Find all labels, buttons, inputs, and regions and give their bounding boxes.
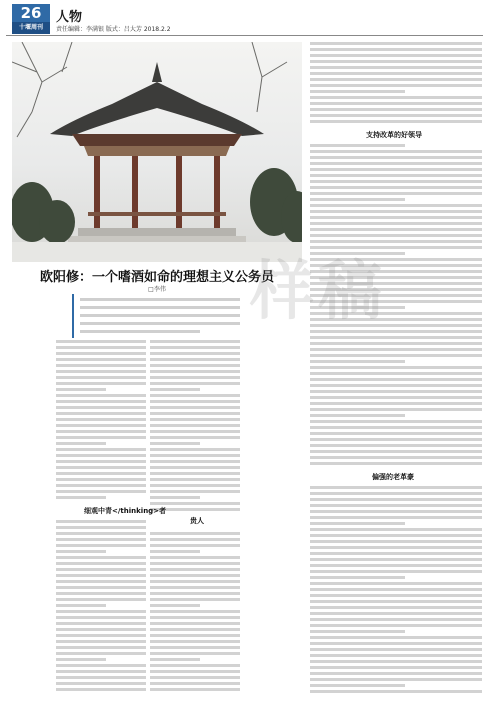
text-line — [310, 570, 482, 573]
text-line — [150, 688, 240, 691]
text-line — [150, 622, 240, 625]
text-line — [310, 354, 482, 357]
text-line — [56, 544, 146, 547]
text-line — [56, 598, 146, 601]
text-line — [310, 402, 482, 405]
text-line — [310, 516, 482, 519]
text-line — [310, 342, 482, 345]
article-lead — [72, 294, 244, 338]
pavilion-illustration — [12, 42, 302, 262]
text-line — [56, 532, 146, 535]
watermark: 样稿 — [250, 255, 386, 329]
text-line — [56, 652, 146, 655]
text-line — [310, 396, 482, 399]
text-line — [310, 672, 482, 675]
text-line — [56, 418, 146, 421]
text-line — [310, 108, 482, 111]
text-line — [150, 382, 240, 385]
text-line — [150, 586, 240, 589]
text-line — [56, 454, 146, 457]
text-line — [150, 580, 240, 583]
text-line — [150, 496, 200, 499]
roof-finial — [152, 62, 162, 82]
text-line — [310, 498, 482, 501]
text-line — [310, 72, 482, 75]
pavilion-roof — [50, 82, 264, 136]
text-line — [56, 346, 146, 349]
text-line — [150, 472, 240, 475]
text-line — [310, 360, 405, 363]
text-line — [150, 376, 240, 379]
section-title: 人物 — [56, 10, 83, 25]
text-line — [150, 532, 240, 535]
text-line — [310, 528, 482, 531]
text-line — [310, 690, 482, 693]
text-line — [310, 366, 482, 369]
text-line — [310, 534, 482, 537]
header-rule — [6, 35, 483, 36]
text-line — [310, 636, 482, 639]
text-line — [56, 358, 146, 361]
text-line — [150, 394, 240, 397]
text-line — [56, 520, 146, 523]
text-line — [56, 568, 146, 571]
text-line — [150, 466, 240, 469]
text-line — [56, 574, 146, 577]
text-line — [56, 490, 146, 493]
text-line — [310, 432, 482, 435]
text-line — [310, 78, 482, 81]
text-line — [310, 588, 482, 591]
text-line — [56, 430, 146, 433]
text-line — [56, 622, 146, 625]
text-line — [150, 628, 240, 631]
text-line — [150, 646, 240, 649]
text-line — [150, 556, 240, 559]
text-line — [310, 114, 482, 117]
text-line — [56, 496, 106, 499]
lead-line — [80, 330, 200, 333]
text-line — [310, 54, 482, 57]
text-line — [56, 394, 146, 397]
text-line — [150, 436, 240, 439]
text-line — [56, 340, 146, 343]
subhead-3: 支持改革的好领导 — [366, 131, 422, 139]
text-line — [56, 352, 146, 355]
text-line — [56, 400, 146, 403]
text-line — [310, 462, 482, 465]
text-line — [56, 682, 146, 685]
text-line — [310, 210, 482, 213]
text-line — [310, 456, 482, 459]
text-line — [310, 198, 405, 201]
text-line — [56, 586, 146, 589]
text-line — [310, 648, 482, 651]
editor-credits: 责任编辑：李满银 版式：吕大芳 2018.2.2 — [56, 26, 171, 33]
pavilion-photo — [12, 42, 302, 262]
text-line — [56, 442, 106, 445]
text-line — [310, 576, 405, 579]
text-line — [56, 556, 146, 559]
text-line — [150, 670, 240, 673]
text-line — [310, 96, 482, 99]
text-line — [310, 120, 482, 123]
text-line — [310, 216, 482, 219]
page-label: 十堰周刊 — [12, 22, 50, 34]
text-line — [310, 444, 482, 447]
text-line — [310, 600, 482, 603]
text-line — [310, 384, 482, 387]
text-line — [56, 676, 146, 679]
text-line — [56, 640, 146, 643]
text-line — [56, 406, 146, 409]
text-line — [56, 376, 146, 379]
text-line — [56, 538, 146, 541]
text-line — [150, 412, 240, 415]
text-line — [310, 606, 482, 609]
article-author: □李伟 — [148, 286, 166, 293]
pavilion-base — [78, 228, 236, 236]
text-line — [150, 592, 240, 595]
text-line — [150, 358, 240, 361]
text-line — [310, 204, 482, 207]
text-line — [56, 550, 106, 553]
text-line — [56, 592, 146, 595]
text-line — [310, 624, 482, 627]
text-line — [56, 424, 146, 427]
text-line — [310, 630, 405, 633]
pavilion-steps — [68, 236, 246, 242]
text-line — [56, 478, 146, 481]
body-column-left — [56, 340, 146, 695]
roof-eave — [72, 134, 242, 146]
text-line — [310, 42, 482, 45]
text-line — [56, 448, 146, 451]
text-line — [310, 66, 482, 69]
text-line — [310, 450, 482, 453]
text-line — [310, 102, 482, 105]
text-line — [310, 186, 482, 189]
text-line — [150, 454, 240, 457]
text-line — [150, 502, 240, 505]
text-line — [56, 370, 146, 373]
text-line — [56, 412, 146, 415]
text-line — [150, 388, 200, 391]
subhead-2: 贵人 — [190, 517, 204, 525]
lead-line — [80, 322, 240, 325]
lead-line — [80, 314, 240, 317]
text-line — [56, 364, 146, 367]
text-line — [310, 414, 405, 417]
text-line — [310, 558, 482, 561]
text-line — [56, 646, 146, 649]
text-line — [310, 168, 482, 171]
text-line — [150, 550, 200, 553]
text-line — [310, 390, 482, 393]
text-line — [150, 562, 240, 565]
text-line — [56, 466, 146, 469]
text-line — [310, 222, 482, 225]
text-line — [150, 652, 240, 655]
text-line — [310, 504, 482, 507]
text-line — [150, 418, 240, 421]
text-line — [56, 604, 106, 607]
text-line — [56, 634, 146, 637]
text-line — [150, 682, 240, 685]
text-line — [56, 688, 146, 691]
text-line — [150, 460, 240, 463]
text-line — [310, 594, 482, 597]
text-line — [56, 628, 146, 631]
text-line — [310, 234, 482, 237]
text-line — [150, 616, 240, 619]
text-line — [150, 664, 240, 667]
text-line — [150, 448, 240, 451]
text-line — [150, 352, 240, 355]
text-line — [310, 156, 482, 159]
eave-bracket — [84, 146, 230, 156]
text-line — [150, 568, 240, 571]
text-line — [56, 484, 146, 487]
text-line — [310, 582, 482, 585]
text-line — [310, 180, 482, 183]
text-line — [310, 48, 482, 51]
text-line — [310, 612, 482, 615]
text-line — [150, 406, 240, 409]
text-line — [150, 538, 240, 541]
page-header — [6, 4, 483, 38]
text-line — [310, 378, 482, 381]
text-line — [150, 544, 240, 547]
text-line — [310, 408, 482, 411]
text-line — [150, 370, 240, 373]
text-line — [310, 60, 482, 63]
text-line — [310, 684, 405, 687]
text-line — [150, 400, 240, 403]
text-line — [310, 564, 482, 567]
pavilion-pillars — [94, 156, 220, 228]
text-line — [310, 348, 482, 351]
text-line — [150, 484, 240, 487]
text-line — [310, 228, 482, 231]
text-line — [310, 660, 482, 663]
text-line — [56, 382, 146, 385]
text-line — [310, 438, 482, 441]
text-line — [56, 436, 146, 439]
subhead-4: 偏强的老革豪 — [372, 473, 414, 481]
text-line — [150, 676, 240, 679]
text-line — [310, 618, 482, 621]
text-line — [150, 574, 240, 577]
text-line — [310, 510, 482, 513]
text-line — [310, 84, 482, 87]
text-line — [310, 486, 482, 489]
text-line — [310, 540, 482, 543]
lead-line — [80, 298, 240, 301]
text-line — [310, 162, 482, 165]
text-line — [150, 424, 240, 427]
text-line — [150, 658, 200, 661]
text-line — [150, 430, 240, 433]
text-line — [310, 336, 482, 339]
text-line — [310, 150, 482, 153]
text-line — [150, 340, 240, 343]
text-line — [150, 604, 200, 607]
text-line — [56, 562, 146, 565]
text-line — [310, 546, 482, 549]
text-line — [150, 346, 240, 349]
text-line — [310, 426, 482, 429]
article-title: 欧阳修：一个嗜酒如命的理想主义公务员 — [39, 270, 274, 285]
text-line — [150, 640, 240, 643]
text-line — [56, 580, 146, 583]
text-line — [310, 522, 405, 525]
pavilion-railing — [88, 212, 226, 216]
text-line — [56, 616, 146, 619]
text-line — [56, 610, 146, 613]
text-line — [310, 654, 482, 657]
text-line — [310, 552, 482, 555]
text-line — [56, 472, 146, 475]
text-line — [310, 192, 482, 195]
text-line — [150, 478, 240, 481]
text-line — [150, 610, 240, 613]
text-line — [150, 442, 200, 445]
text-line — [56, 460, 146, 463]
text-line — [310, 372, 482, 375]
page-number-box — [12, 4, 50, 34]
text-line — [56, 388, 106, 391]
text-line — [150, 490, 240, 493]
text-line — [310, 492, 482, 495]
text-line — [150, 634, 240, 637]
subhead-1: 细观中青</thinking>者 — [84, 507, 167, 515]
text-line — [310, 666, 482, 669]
text-line — [56, 658, 106, 661]
lead-line — [80, 306, 240, 309]
text-line — [310, 642, 482, 645]
text-line — [310, 678, 482, 681]
text-line — [310, 144, 405, 147]
page-number: 26 — [20, 4, 42, 22]
text-line — [56, 670, 146, 673]
text-line — [310, 174, 482, 177]
text-line — [56, 664, 146, 667]
text-line — [310, 420, 482, 423]
text-line — [56, 526, 146, 529]
text-line — [150, 598, 240, 601]
text-line — [150, 364, 240, 367]
text-line — [310, 90, 405, 93]
